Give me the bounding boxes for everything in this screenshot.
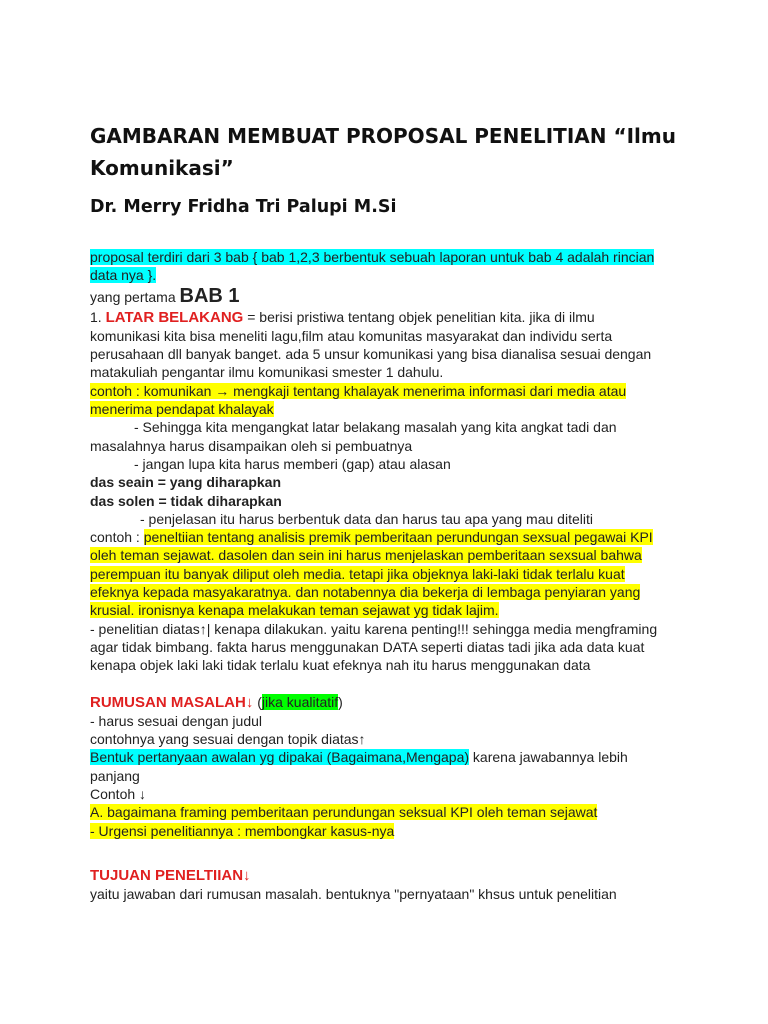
rumusan-line-1: - harus sesuai dengan judul [90,712,263,729]
bab-line: yang pertama BAB 1 [90,284,240,307]
tujuan-penelitian-heading: TUJUAN PENELTIIAN↓ [90,866,251,884]
example-1-line-1: contoh : komunikan → mengkaji tentang khalayak menerima informasi dari media atau [90,382,627,399]
document-body [90,248,690,904]
latar-belakang-line-1: 1. LATAR BELAKANG = berisi pristiwa tentang objek penelitian kita. jika di ilmu [90,308,595,326]
latar-belakang-line-4: matakuliah pengantar ilmu komunikasi smester 1 dahulu. [90,364,444,381]
kualitatif-tag: jika kualitatif [261,693,339,710]
rumusan-urgensi: - Urgensi penelitiannya : membongkar kasus-nya [90,822,395,839]
rumusan-masalah-heading: RUMUSAN MASALAH↓ [90,693,254,711]
latar-belakang-line-3: perusahaan dll banyak banget. ada 5 unsur komunikasi yang bisa dianalisa sesuai dengan [90,346,652,363]
intro-line-2: data nya }. [90,267,157,284]
tujuan-penelitian-heading-line [90,866,690,885]
point-2: - jangan lupa kita harus memberi (gap) atau alasan [134,455,451,472]
point-1-line-1: - Sehingga kita mengangkat latar belakang masalah yang kita angkat tadi dan [134,419,617,436]
bab-label: BAB 1 [179,284,240,307]
rumusan-question-line-2: panjang [90,767,140,784]
document-title: GAMBARAN MEMBUAT PROPOSAL PENELITIAN “Ilmu Komunikasi” [90,124,676,180]
example-2-line-2: oleh teman sejawat. dasolen dan sein ini harus menjelaskan pemberitaan sexsual bahwa [90,547,642,564]
example-1-line-2: menerima pendapat khalayak [90,401,274,418]
example-2-line-5: krusial. ironisnya kenapa melakukan teman sejawat yg tidak lajim. [90,602,499,619]
point-3: - penjelasan itu harus berbentuk data dan harus tau apa yang mau diteliti [140,510,593,527]
rumusan-masalah-heading-line: RUMUSAN MASALAH↓ (jika kualitatif) [90,693,343,711]
rumusan-question-line: Bentuk pertanyaan awalan yg dipakai (Bagaimana,Mengapa) karena jawabannya lebih [90,749,628,766]
tujuan-line-1: yaitu jawaban dari rumusan masalah. bentuknya "pernyataan" khsus untuk penelitian [90,886,617,903]
point-4-line-1: - penelitian diatas↑| kenapa dilakukan. yaitu karena penting!!! sehingga media mengframing [90,620,658,637]
example-2-line-1: contoh : peneltiian tentang analisis premik pemberitaan perundungan sexsual pegawai KPI [90,529,653,546]
latar-belakang-heading: LATAR BELAKANG [105,308,244,326]
das-seain: das seain = yang diharapkan [90,474,282,491]
section-gap [90,840,690,866]
point-4-line-2: agar tidak bimbang. fakta harus menggunakan DATA seperti diatas tadi jika ada data kuat [90,638,645,655]
example-2-line-3: perempuan itu banyak diliput oleh media. tetapi jika objeknya laki-laki tidak terlalu kuat [90,565,625,582]
section-gap [90,675,690,693]
rumusan-line-2: contohnya yang sesuai dengan topik diatas↑ [90,731,366,748]
point-1-line-2: masalahnya harus disampaikan oleh si pembuatnya [90,437,413,454]
example-2-line-4: efeknya kepada masyakaratnya. dan notabennya dia bekerja di lembaga penyiaran yang [90,584,641,601]
intro-line-1: proposal terdiri dari 3 bab { bab 1,2,3 berbentuk sebuah laporan untuk bab 4 adalah rincian [90,249,655,265]
rumusan-contoh: Contoh ↓ [90,786,147,803]
point-4-line-3: kenapa objek laki laki tidak terlalu kuat efeknya nah itu harus menggunakan data [90,657,591,674]
latar-belakang-line-2: komunikasi kita bisa meneliti lagu,film atau komunitas masyarakat dan individu serta [90,327,613,344]
rumusan-example-a: A. bagaimana framing pemberitaan perundungan seksual KPI oleh teman sejawat [90,804,598,821]
author-name: Dr. Merry Fridha Tri Palupi M.Si [90,197,397,217]
das-solen: das solen = tidak diharapkan [90,492,282,509]
